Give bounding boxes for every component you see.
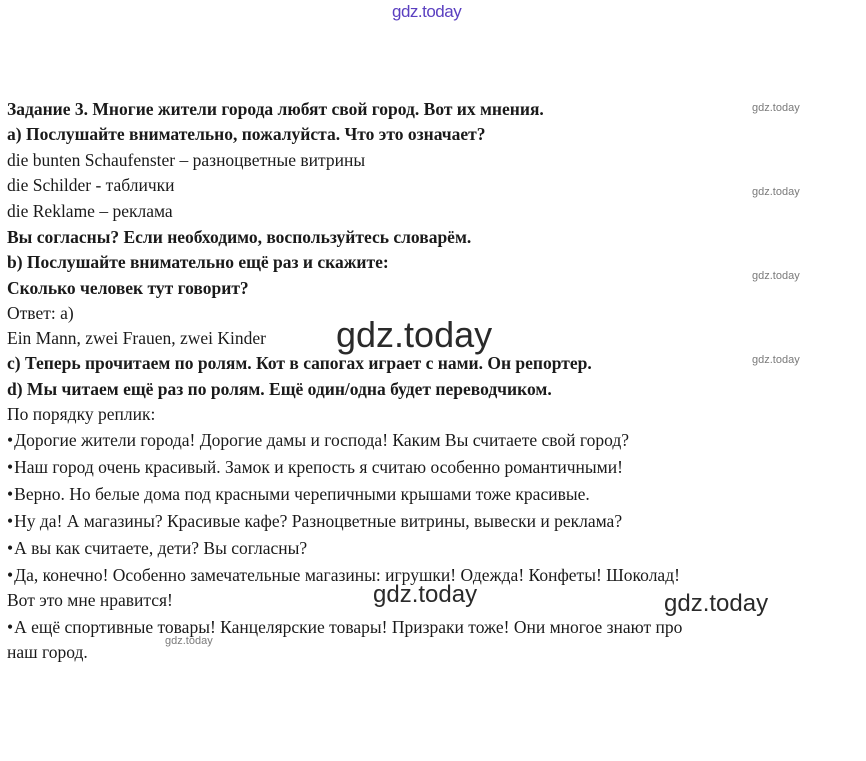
doc-line: наш город. — [7, 642, 88, 662]
doc-line: • А ещё спортивные товары! Канцелярские товары! Призраки тоже! Они многое знают про — [7, 615, 682, 639]
doc-line: Сколько человек тут говорит? — [7, 278, 249, 298]
doc-line: Ответ: a) — [7, 303, 74, 323]
doc-line: • Ну да! А магазины? Красивые кафе? Разноцветные витрины, вывески и реклама? — [7, 509, 622, 533]
watermark-bottom-small: gdz.today — [165, 635, 213, 647]
doc-line: Задание 3. Многие жители города любят свой город. Вот их мнения. — [7, 99, 544, 119]
doc-line: Ein Mann, zwei Frauen, zwei Kinder — [7, 328, 267, 348]
watermark-side-3: gdz.today — [752, 270, 800, 282]
watermark-bottom-left: gdz.today — [373, 581, 478, 608]
doc-line: Вы согласны? Если необходимо, воспользуйтесь словарём. — [7, 227, 472, 247]
doc-line: d) Мы читаем ещё раз по ролям. Ещё один/одна будет переводчиком. — [7, 379, 552, 399]
doc-line: c) Теперь прочитаем по ролям. Кот в сапогах играет с нами. Он репортер. — [7, 353, 592, 373]
watermark-bottom-right: gdz.today — [664, 590, 769, 617]
doc-line: die Reklame – реклама — [7, 201, 173, 221]
doc-line: a) Послушайте внимательно, пожалуйста. Что это означает? — [7, 124, 486, 144]
doc-line: • Наш город очень красивый. Замок и крепость я считаю особенно романтичными! — [7, 455, 623, 479]
doc-line: • А вы как считаете, дети? Вы согласны? — [7, 536, 307, 560]
doc-line: b) Послушайте внимательно ещё раз и скажите: — [7, 252, 389, 272]
watermark-top: gdz.today — [392, 2, 462, 21]
watermark-side-4: gdz.today — [752, 354, 800, 366]
doc-line: • Дорогие жители города! Дорогие дамы и господа! Каким Вы считаете свой город? — [7, 428, 629, 452]
doc-line: По порядку реплик: — [7, 404, 156, 424]
watermark-center: gdz.today — [336, 314, 493, 355]
doc-line: die bunten Schaufenster – разноцветные витрины — [7, 150, 366, 170]
doc-line: • Да, конечно! Особенно замечательные магазины: игрушки! Одежда! Конфеты! Шоколад! — [7, 563, 680, 587]
doc-line: • Верно. Но белые дома под красными черепичными крышами тоже красивые. — [7, 482, 590, 506]
watermark-side-1: gdz.today — [752, 102, 800, 114]
doc-line: die Schilder - таблички — [7, 175, 175, 195]
doc-line: Вот это мне нравится! — [7, 590, 173, 610]
watermark-side-2: gdz.today — [752, 186, 800, 198]
